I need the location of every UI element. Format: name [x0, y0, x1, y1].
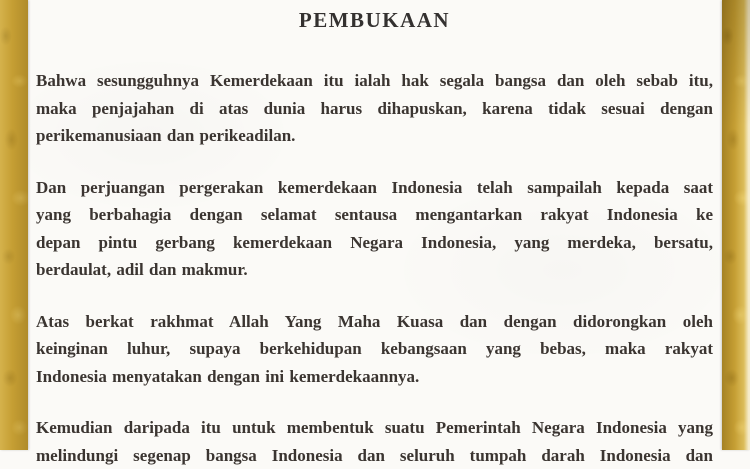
gold-border-left	[0, 0, 28, 450]
paragraph	[36, 414, 713, 469]
document-page	[28, 0, 722, 450]
paragraph	[36, 308, 713, 391]
text-line: Indonesia menyatakan dengan ini kemerdekaannya.	[36, 363, 713, 391]
text-line: Bahwa sesungguhnya Kemerdekaan itu ialah hak segala bangsa dan oleh sebab itu,	[36, 67, 713, 95]
text-line: melindungi segenap bangsa Indonesia dan seluruh tumpah darah Indonesia dan	[36, 442, 713, 469]
text-line: Dan perjuangan pergerakan kemerdekaan Indonesia telah sampailah kepada saat	[36, 174, 713, 202]
text-line: keinginan luhur, supaya berkehidupan kebangsaan yang bebas, maka rakyat	[36, 335, 713, 363]
document-body	[36, 67, 713, 469]
text-line: perikemanusiaan dan perikeadilan.	[36, 122, 713, 150]
text-line: Kemudian daripada itu untuk membentuk suatu Pemerintah Negara Indonesia yang	[36, 414, 713, 442]
text-line: maka penjajahan di atas dunia harus dihapuskan, karena tidak sesuai dengan	[36, 95, 713, 123]
paragraph	[36, 67, 713, 150]
text-line: berdaulat, adil dan makmur.	[36, 256, 713, 284]
text-line: yang berbahagia dengan selamat sentausa mengantarkan rakyat Indonesia ke	[36, 201, 713, 229]
text-line: Atas berkat rakhmat Allah Yang Maha Kuasa dan dengan didorongkan oleh	[36, 308, 713, 336]
text-line: depan pintu gerbang kemerdekaan Negara Indonesia, yang merdeka, bersatu,	[36, 229, 713, 257]
document-title: PEMBUKAAN	[36, 6, 713, 34]
paragraph	[36, 174, 713, 284]
gold-border-right	[722, 0, 750, 450]
